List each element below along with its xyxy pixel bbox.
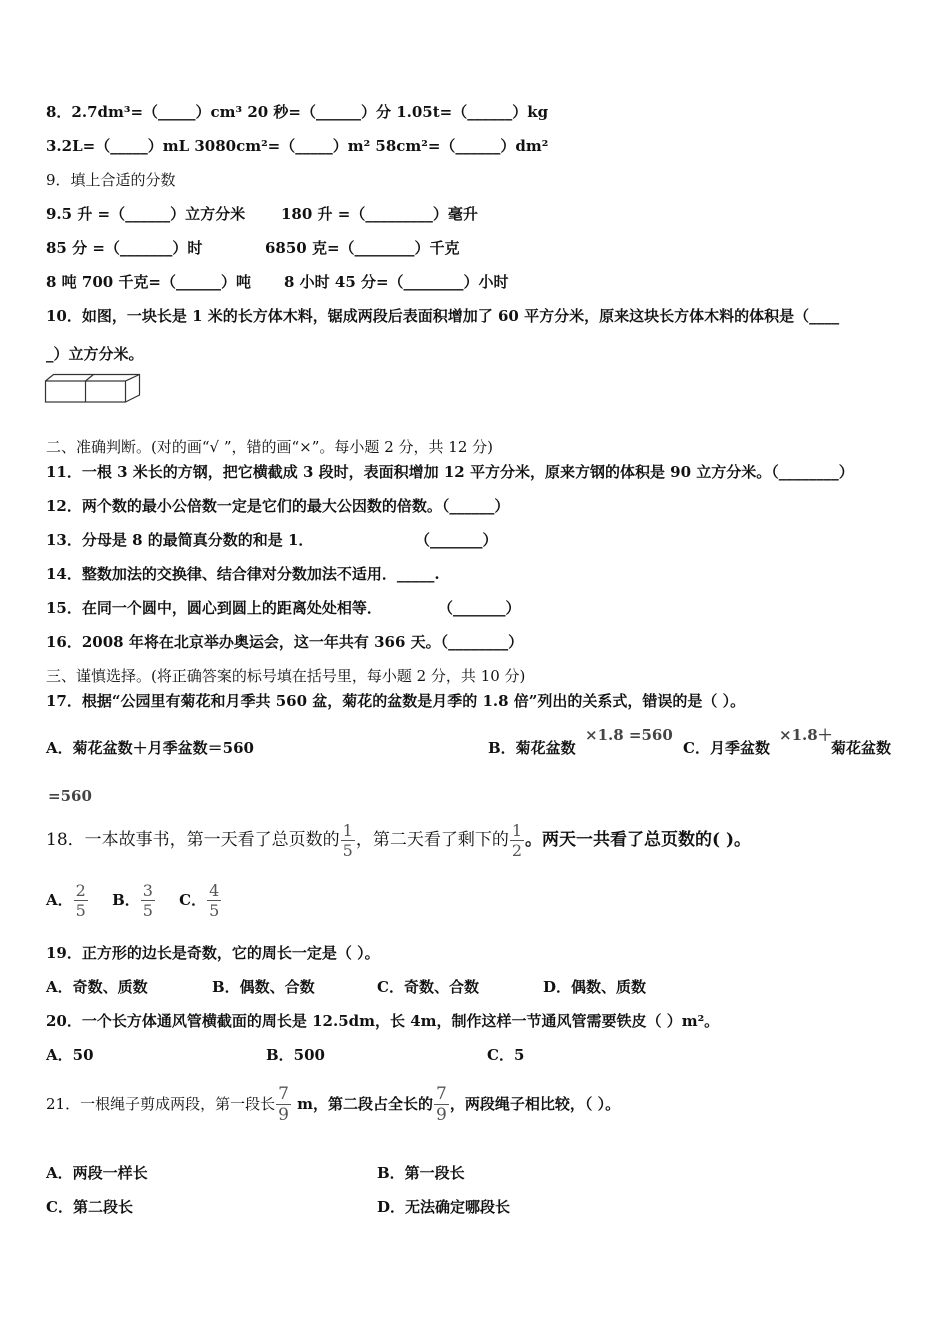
q17-option-c: C．月季盆数 — [683, 739, 770, 757]
q19-option-a: A．奇数、质数 — [46, 978, 148, 996]
q21-fraction-1-numerator: 7 — [278, 1084, 289, 1104]
q21-option-c: C．第二段长 — [46, 1198, 133, 1216]
q16: 16．2008 年将在北京举办奥运会，这一年共有 366 天。（________） — [46, 633, 524, 651]
q18-option-b: B． — [112, 891, 140, 909]
q18-option-a-fraction — [74, 883, 88, 919]
q18-option-c: C． — [179, 891, 207, 909]
q9-row2-b: 6850 克=（________）千克 — [265, 239, 460, 257]
q21-option-b: B．第一段长 — [377, 1164, 465, 1182]
q18-option-b-numerator: 3 — [142, 881, 153, 900]
q11: 11．一根 3 米长的方钢，把它横截成 3 段时，表面积增加 12 平方分米，原来方钢的体积是 90 立方分米。（________） — [46, 463, 854, 481]
q20-option-b: B．500 — [266, 1046, 325, 1064]
q8-line1: 8．2.7dm³=（_____）cm³ 20 秒=（______）分 1.05t=（______）kg — [46, 103, 549, 121]
q19-stem: 19．正方形的边长是奇数，它的周长一定是（ ）。 — [46, 944, 380, 962]
q21-text-2: m，第二段占全长的 — [291, 1095, 434, 1113]
q18-option-c-denominator: 5 — [209, 901, 220, 920]
q9-row3-a: 8 吨 700 千克=（______）吨 — [46, 273, 251, 291]
q9-row1-b: 180 升 =（_________）毫升 — [281, 205, 478, 223]
q18-fraction-1-denominator: 5 — [342, 840, 353, 860]
q17-option-b: B．菊花盆数 — [488, 739, 576, 757]
q18-fraction-2-numerator: 1 — [511, 820, 523, 840]
q18-option-a-denominator: 5 — [75, 901, 86, 920]
q9-row2-a: 85 分 =（_______）时 — [46, 239, 203, 257]
q19-option-b: B．偶数、合数 — [212, 978, 315, 996]
section2-header: 二、准确判断。(对的画“√ ”，错的画“×”。每小题 2 分，共 12 分) — [46, 438, 493, 456]
q10-line2: _）立方分米。 — [46, 345, 144, 363]
section3-header: 三、谨慎选择。(将正确答案的标号填在括号里，每小题 2 分，共 10 分) — [46, 667, 526, 685]
q19-option-c: C．奇数、合数 — [377, 978, 479, 996]
q17-option-c-tail: 菊花盆数 — [831, 739, 892, 757]
q18-fraction-2-denominator: 2 — [511, 840, 523, 860]
q18-fraction-1 — [341, 820, 355, 860]
q21-text-1: 21．一根绳子剪成两段，第一段长 — [46, 1095, 276, 1113]
q21-stem — [46, 1082, 620, 1126]
q20-option-c: C．5 — [487, 1046, 525, 1064]
q18-fraction-1-numerator: 1 — [342, 820, 353, 840]
q18-option-b-fraction — [141, 883, 155, 919]
q15-stem: 15．在同一个圆中，圆心到圆上的距离处处相等． — [46, 599, 382, 617]
q18-option-a: A． — [46, 891, 73, 909]
q18-fraction-2 — [510, 820, 524, 860]
q20-option-a: A．50 — [46, 1046, 94, 1064]
q17-stem: 17．根据“公园里有菊花和月季共 560 盆，菊花的盆数是月季的 1.8 倍”列出的关系式，错误的是（ ）。 — [46, 692, 746, 710]
q18-stem — [46, 818, 751, 862]
q18-option-a-numerator: 2 — [75, 881, 86, 900]
q18-text-1: 18．一本故事书，第一天看了总页数的 — [46, 830, 340, 850]
q9-title: 9．填上合适的分数 — [46, 171, 176, 189]
q9-row3-b: 8 小时 45 分=（________）小时 — [284, 273, 509, 291]
wood-block-figure — [44, 373, 144, 405]
q20-stem: 20．一个长方体通风管横截面的周长是 12.5dm，长 4m，制作这样一节通风管需要铁皮（ ）m²。 — [46, 1012, 720, 1030]
q13-stem: 13．分母是 8 的最简真分数的和是 1． — [46, 531, 314, 549]
q13-blank: （_______） — [415, 531, 498, 549]
q17-option-c-math: ×1.8＋ — [779, 726, 833, 744]
q21-fraction-1 — [276, 1086, 291, 1124]
q17-option-c-continued: =560 — [48, 787, 92, 805]
q9-row1-a: 9.5 升 =（______）立方分米 — [46, 205, 246, 223]
q17-option-b-math: ×1.8 =560 — [585, 726, 673, 744]
q21-fraction-2-numerator: 7 — [436, 1084, 447, 1104]
q14: 14．整数加法的交换律、结合律对分数加法不适用．_____. — [46, 565, 440, 583]
q18-text-2: ，第二天看了剩下的 — [355, 830, 509, 850]
q19-option-d: D．偶数、质数 — [543, 978, 647, 996]
q21-option-a: A．两段一样长 — [46, 1164, 148, 1182]
q18-text-3: 。两天一共看了总页数的( )。 — [525, 830, 752, 850]
q21-fraction-2-denominator: 9 — [436, 1105, 447, 1125]
q15-blank: （_______） — [438, 599, 521, 617]
q21-fraction-1-denominator: 9 — [278, 1105, 289, 1125]
q18-options — [46, 878, 222, 922]
q21-text-3: ，两段绳子相比较，（ ）。 — [449, 1095, 621, 1113]
q17-option-a: A．菊花盆数＋月季盆数＝560 — [46, 739, 254, 757]
q21-option-d: D．无法确定哪段长 — [377, 1198, 511, 1216]
q21-fraction-2 — [434, 1086, 449, 1124]
q18-option-b-denominator: 5 — [142, 901, 153, 920]
q10-line1: 10．如图，一块长是 1 米的长方体木料，锯成两段后表面积增加了 60 平方分米，原来这块长方体木料的体积是（____ — [46, 307, 840, 325]
q8-line2: 3.2L=（_____）mL 3080cm²=（_____）m² 58cm²=（______）dm² — [46, 137, 549, 155]
q18-option-c-fraction — [207, 883, 221, 919]
q18-option-c-numerator: 4 — [209, 881, 220, 900]
q12: 12．两个数的最小公倍数一定是它们的最大公因数的倍数。（______） — [46, 497, 510, 515]
